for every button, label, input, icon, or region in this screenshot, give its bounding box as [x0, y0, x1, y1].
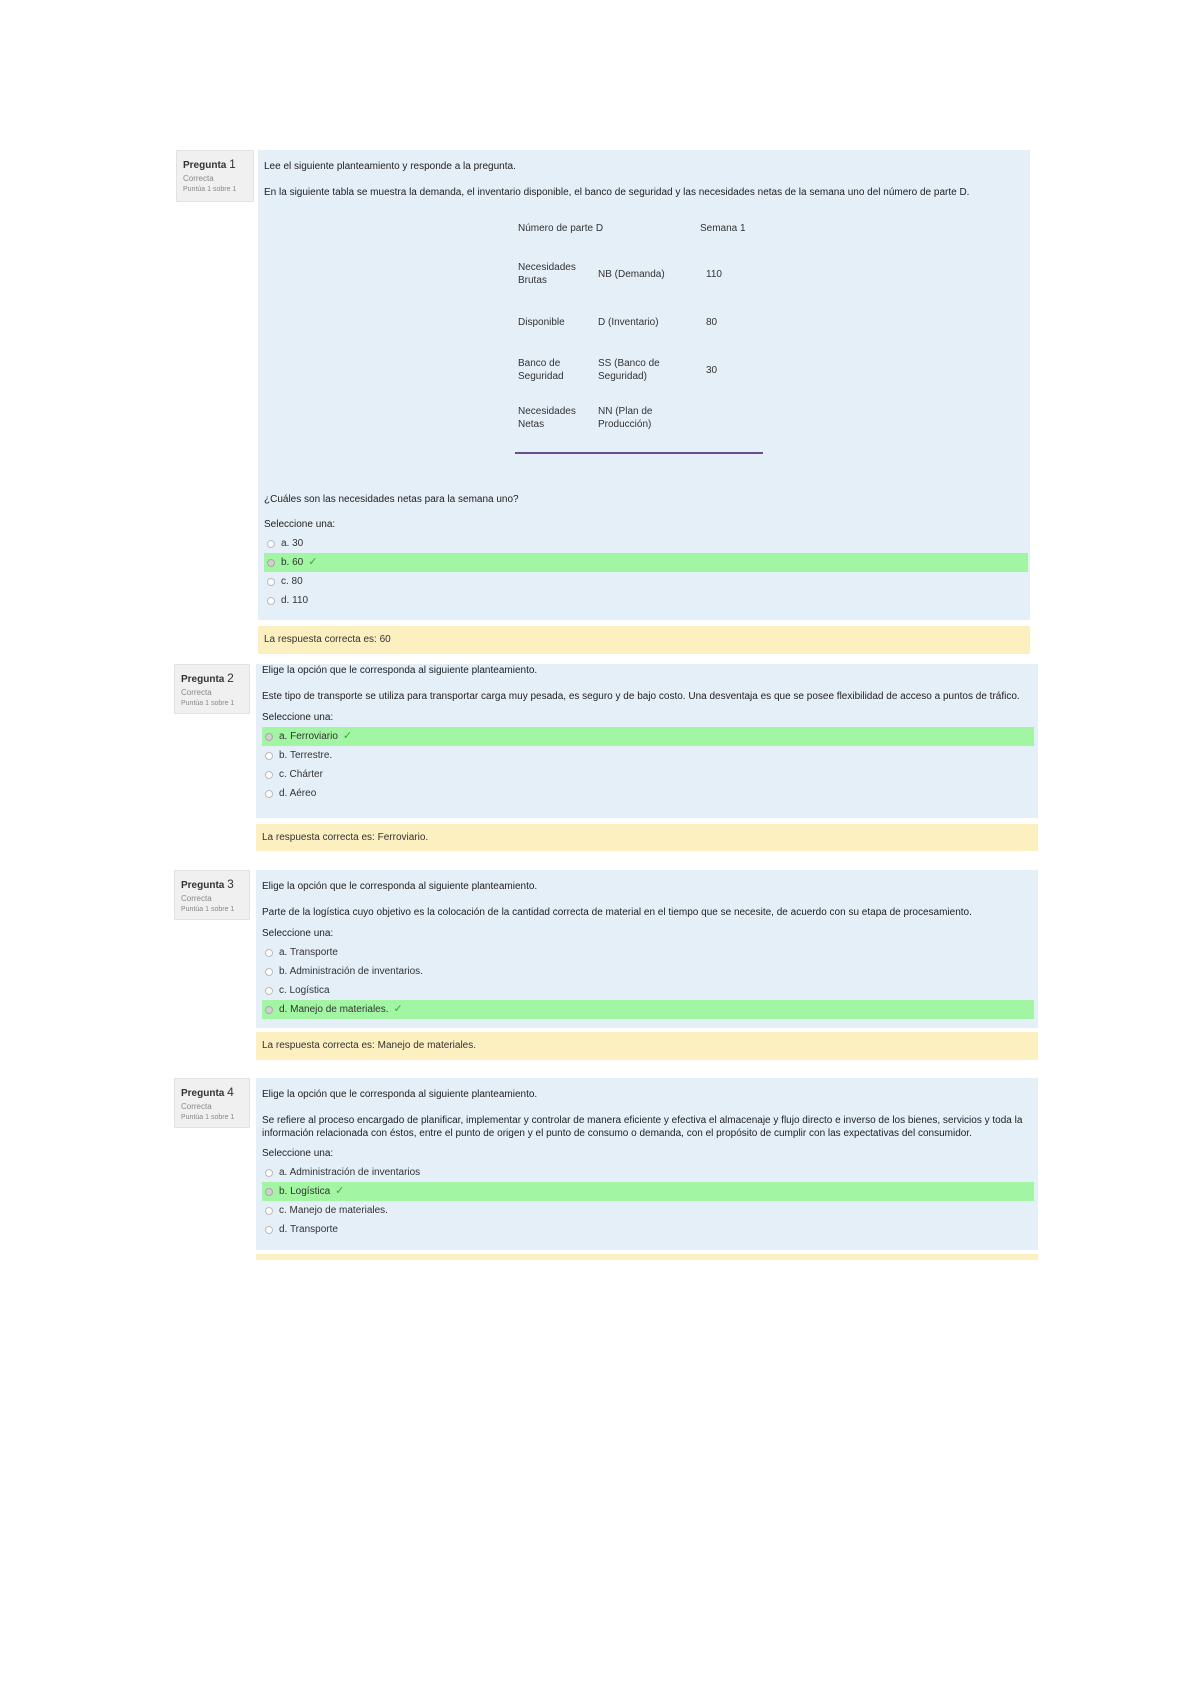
question-1-info	[176, 150, 254, 202]
radio-button[interactable]	[265, 987, 273, 995]
question-3-grade: Puntúa 1 sobre 1	[181, 906, 235, 913]
table-header-cell: Número de parte D	[518, 222, 604, 234]
radio-button[interactable]	[265, 1169, 273, 1177]
question-2-grade: Puntúa 1 sobre 1	[181, 700, 235, 707]
question-4-grade: Puntúa 1 sobre 1	[181, 1114, 235, 1121]
question-3-select-label: Seleccione una:	[262, 928, 334, 939]
answer-option-c[interactable]: c. Logística	[262, 981, 1034, 1000]
question-1-question: ¿Cuáles son las necesidades netas para la semana uno?	[264, 494, 519, 505]
question-4-feedback	[256, 1254, 1038, 1260]
answer-option-d[interactable]: d. 110	[264, 591, 1028, 610]
question-2-intro: Elige la opción que le corresponda al siguiente planteamiento.	[262, 665, 538, 676]
question-1-body: En la siguiente tabla se muestra la demanda, el inventario disponible, el banco de seguridad y las necesidades netas de la semana uno del número de parte D.	[264, 187, 970, 198]
table-cell: D (Inventario)	[598, 316, 659, 328]
question-1-feedback: La respuesta correcta es: 60	[258, 626, 1030, 654]
radio-button[interactable]	[265, 1006, 273, 1014]
table-cell: 80	[706, 316, 718, 328]
radio-button[interactable]	[265, 752, 273, 760]
radio-button[interactable]	[267, 597, 275, 605]
table-cell: Disponible	[518, 316, 565, 328]
question-2-body: Este tipo de transporte se utiliza para transportar carga muy pesada, es seguro y de bajo costo. Una desventaja es que se posee flexibilidad de acceso a puntos de tráfico.	[262, 691, 1020, 702]
answer-option-b[interactable]: b. Logística ✓	[262, 1182, 1034, 1201]
table-row	[518, 298, 760, 346]
radio-button[interactable]	[265, 949, 273, 957]
radio-button[interactable]	[265, 968, 273, 976]
question-4-number: Pregunta 4	[181, 1085, 234, 1099]
radio-button[interactable]	[265, 771, 273, 779]
radio-button[interactable]	[267, 578, 275, 586]
question-4-info	[174, 1078, 250, 1128]
question-1-answers	[264, 494, 1028, 610]
question-1-intro: Lee el siguiente planteamiento y responde a la pregunta.	[264, 161, 516, 172]
answer-option-d[interactable]: d. Manejo de materiales. ✓	[262, 1000, 1034, 1019]
table-row	[518, 346, 760, 394]
answer-option-a[interactable]: a. Ferroviario ✓	[262, 727, 1034, 746]
table-cell: Necesidades Brutas	[518, 262, 576, 286]
question-3-state: Correcta	[181, 894, 212, 903]
question-3-intro: Elige la opción que le corresponda al siguiente planteamiento.	[262, 881, 538, 892]
question-3-number: Pregunta 3	[181, 877, 234, 891]
radio-button[interactable]	[265, 1188, 273, 1196]
question-2-feedback: La respuesta correcta es: Ferroviario.	[256, 824, 1038, 851]
answer-option-c[interactable]: c. 80	[264, 572, 1028, 591]
answer-option-a[interactable]: a. Transporte	[262, 943, 1034, 962]
mrp-table	[518, 206, 760, 442]
check-icon: ✓	[308, 556, 318, 568]
table-cell: NB (Demanda)	[598, 268, 665, 280]
radio-button[interactable]	[265, 733, 273, 741]
check-icon: ✓	[335, 1185, 345, 1197]
answer-option-a[interactable]: a. Administración de inventarios	[262, 1163, 1034, 1182]
table-bottom-border	[515, 452, 763, 454]
question-2-content	[256, 664, 1038, 818]
table-cell: Necesidades Netas	[518, 406, 576, 430]
question-2-number: Pregunta 2	[181, 671, 234, 685]
radio-button[interactable]	[267, 559, 275, 567]
question-4-intro: Elige la opción que le corresponda al siguiente planteamiento.	[262, 1089, 538, 1100]
question-2-select-label: Seleccione una:	[262, 712, 334, 723]
answer-option-c[interactable]: c. Manejo de materiales.	[262, 1201, 1034, 1220]
table-cell: Banco de Seguridad	[518, 358, 564, 382]
radio-button[interactable]	[267, 540, 275, 548]
table-cell: 110	[706, 268, 722, 280]
question-3-feedback: La respuesta correcta es: Manejo de materiales.	[256, 1032, 1038, 1060]
answer-option-c[interactable]: c. Chárter	[262, 765, 1034, 784]
question-1-number: Pregunta 1	[183, 157, 236, 171]
answer-option-b[interactable]: b. 60 ✓	[264, 553, 1028, 572]
radio-button[interactable]	[265, 790, 273, 798]
question-4-content	[256, 1078, 1038, 1250]
question-4-select-label: Seleccione una:	[262, 1148, 334, 1159]
radio-button[interactable]	[265, 1226, 273, 1234]
answer-option-a[interactable]: a. 30	[264, 534, 1028, 553]
table-cell: NN (Plan de Producción)	[598, 406, 653, 430]
question-2-info	[174, 664, 250, 714]
question-1-grade: Puntúa 1 sobre 1	[183, 186, 237, 193]
question-3-content	[256, 870, 1038, 1028]
radio-button[interactable]	[265, 1207, 273, 1215]
question-2-state: Correcta	[181, 688, 212, 697]
question-3-info	[174, 870, 250, 920]
table-row	[518, 206, 760, 250]
check-icon: ✓	[342, 730, 353, 742]
question-4-state: Correcta	[181, 1102, 212, 1111]
question-1-select-label: Seleccione una:	[264, 519, 336, 530]
answer-option-b[interactable]: b. Administración de inventarios.	[262, 962, 1034, 981]
answer-option-d[interactable]: d. Aéreo	[262, 784, 1034, 803]
question-3-body: Parte de la logística cuyo objetivo es la colocación de la cantidad correcta de material en el tiempo que se necesite, de acuerdo con su etapa de procesamiento.	[262, 907, 972, 918]
table-cell: SS (Banco de Seguridad)	[598, 358, 660, 382]
check-icon: ✓	[393, 1003, 403, 1015]
answer-option-d[interactable]: d. Transporte	[262, 1220, 1034, 1239]
table-cell	[694, 394, 760, 442]
table-row	[518, 394, 760, 442]
table-cell: 30	[706, 364, 718, 376]
question-1-state: Correcta	[183, 174, 214, 183]
answer-option-b[interactable]: b. Terrestre.	[262, 746, 1034, 765]
table-header-cell: Semana 1	[700, 222, 746, 234]
question-4-body: Se refiere al proceso encargado de planificar, implementar y controlar de manera eficiente y efectiva el almacenaje y flujo directo e inverso de los bienes, servicios y toda la información relacionada con éstos, entre el punto de origen y el punto de consumo o demanda, con el propósito de cumplir con las expectativas del consumidor.	[262, 1115, 1023, 1139]
table-row	[518, 250, 760, 298]
